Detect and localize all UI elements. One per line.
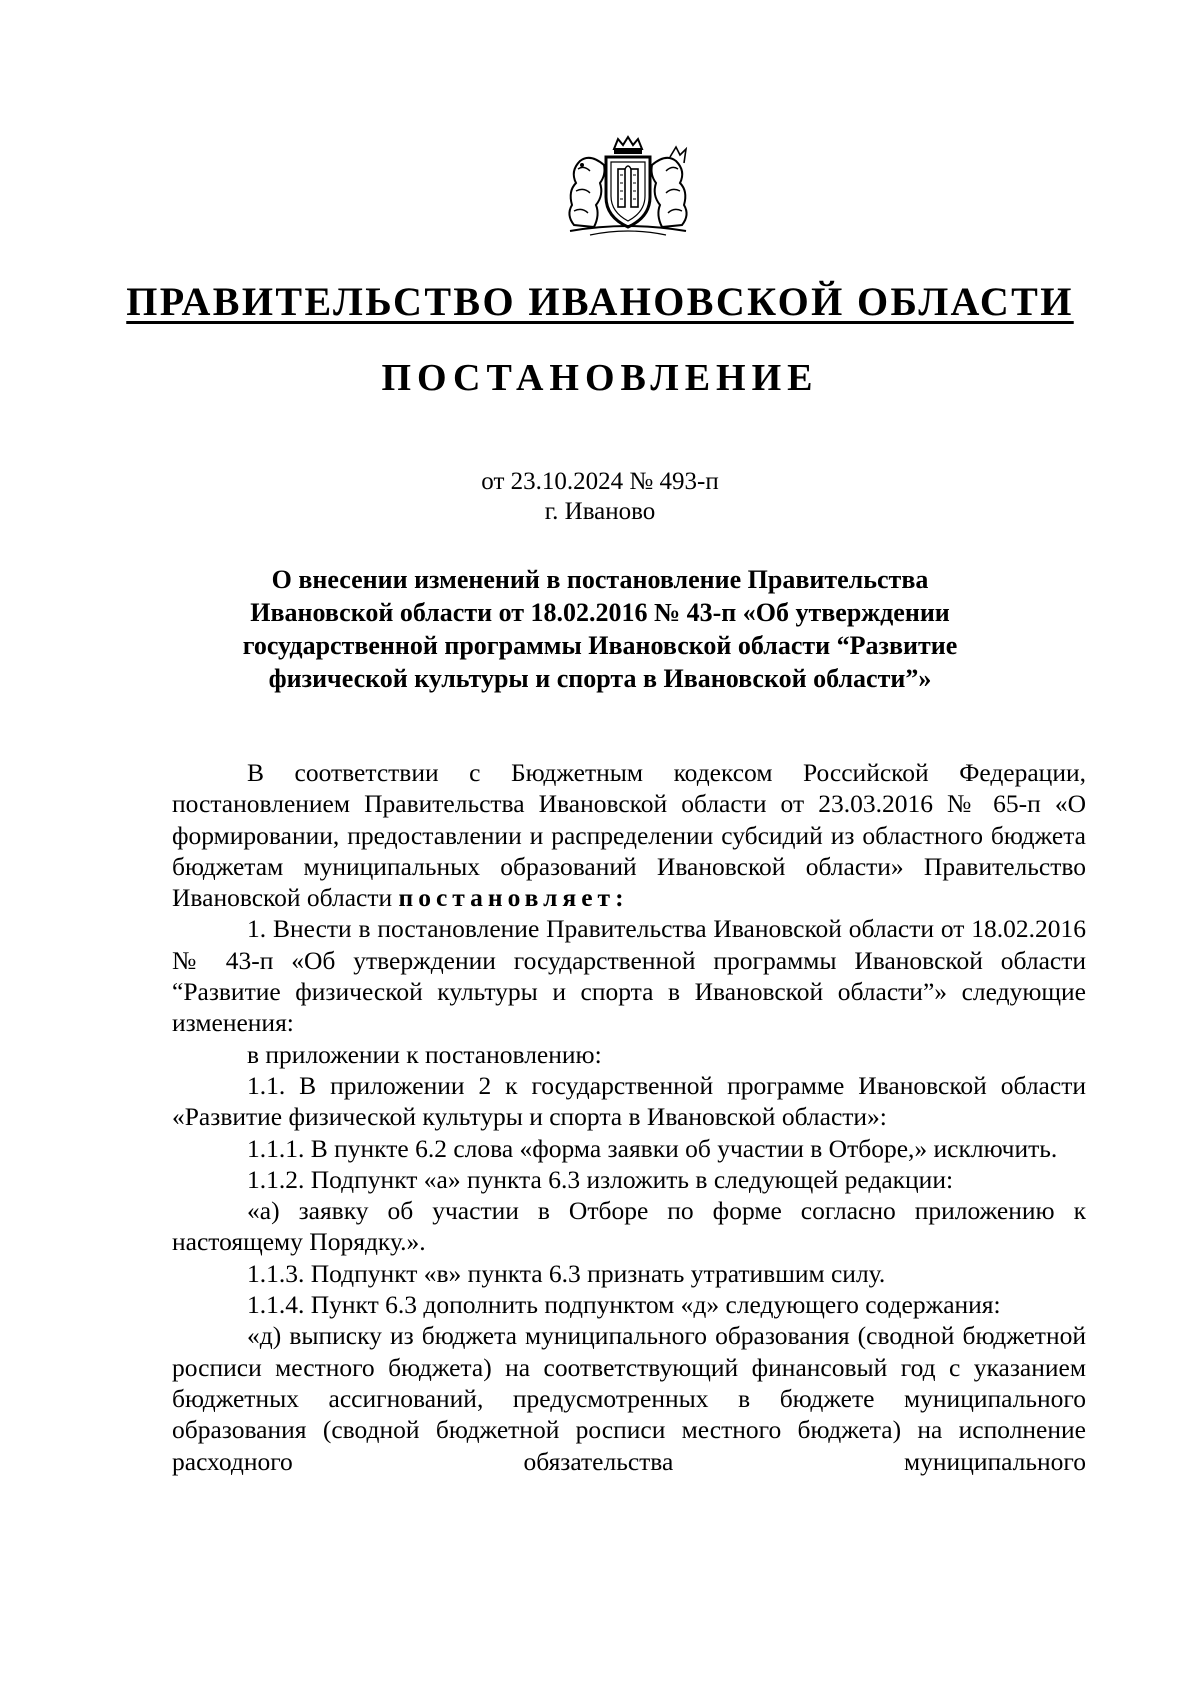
paragraph-subitem-a: «а) заявку об участии в Отборе по форме согласно приложению к настоящему Порядку.». [172,1196,1086,1257]
paragraph-subitem-d: «д) выписку из бюджета муниципального образования (сводной бюджетной росписи местного бюджета) на соответствующий финансовый год с указанием бюджетных ассигнований, предусмотренных в бюджете муниципального образования (сводной бюджетной росписи местного бюджета) на исполнение расходного обязательства муниципального [172,1321,1086,1476]
heading-line: О внесении изменений в постановление Правительства [271,565,929,594]
document-date-number: от 23.10.2024 № 493-п [481,468,719,495]
preamble-text: В соответствии с Бюджетным кодексом Российской Федерации, постановлением Правительства Ивановской области от 23.03.2016 № 65-п «О формировании, предоставлении и распределении субсидий из областного бюджета бюджетам муниципальных образований Ивановской области» Правительство Ивановской области [172,758,1086,913]
coat-of-arms-icon [560,135,696,237]
government-name [0,278,1200,326]
paragraph-1-1-2: 1.1.2. Подпункт «а» пункта 6.3 изложить в следующей редакции: [247,1164,954,1194]
paragraph-1: 1. Внести в постановление Правительства Ивановской области от 18.02.2016 № 43-п «Об утверждении государственной программы Ивановской области “Развитие физической культуры и спорта в Ивановской области”» следующие изменения: [172,914,1086,1038]
document-heading [0,563,1200,695]
preamble-paragraph [172,757,1086,913]
document-type: ПОСТАНОВЛЕНИЕ [381,357,819,399]
document-body [172,757,1086,1477]
heading-line: физической культуры и спорта в Ивановской области”» [268,664,932,693]
paragraph-1-1: 1.1. В приложении 2 к государственной программе Ивановской области «Развитие физической культуры и спорта в Ивановской области»: [172,1070,1086,1132]
heading-line: Ивановской области от 18.02.2016 № 43-п «Об утверждении [250,598,950,627]
paragraph-annex: в приложении к постановлению: [247,1039,602,1069]
paragraph-1-1-3: 1.1.3. Подпункт «в» пункта 6.3 признать утратившим силу. [247,1258,886,1288]
paragraph-1-1-1: 1.1.1. В пункте 6.2 слова «форма заявки об участии в Отборе,» исключить. [247,1133,1058,1163]
heading-line: государственной программы Ивановской области “Развитие [242,631,958,660]
government-name-text: ПРАВИТЕЛЬСТВО ИВАНОВСКОЙ ОБЛАСТИ [126,279,1074,324]
resolves-word: постановляет: [398,883,629,913]
paragraph-1-1-4: 1.1.4. Пункт 6.3 дополнить подпунктом «д» следующего содержания: [247,1290,1001,1320]
document-city: г. Иваново [544,498,656,525]
